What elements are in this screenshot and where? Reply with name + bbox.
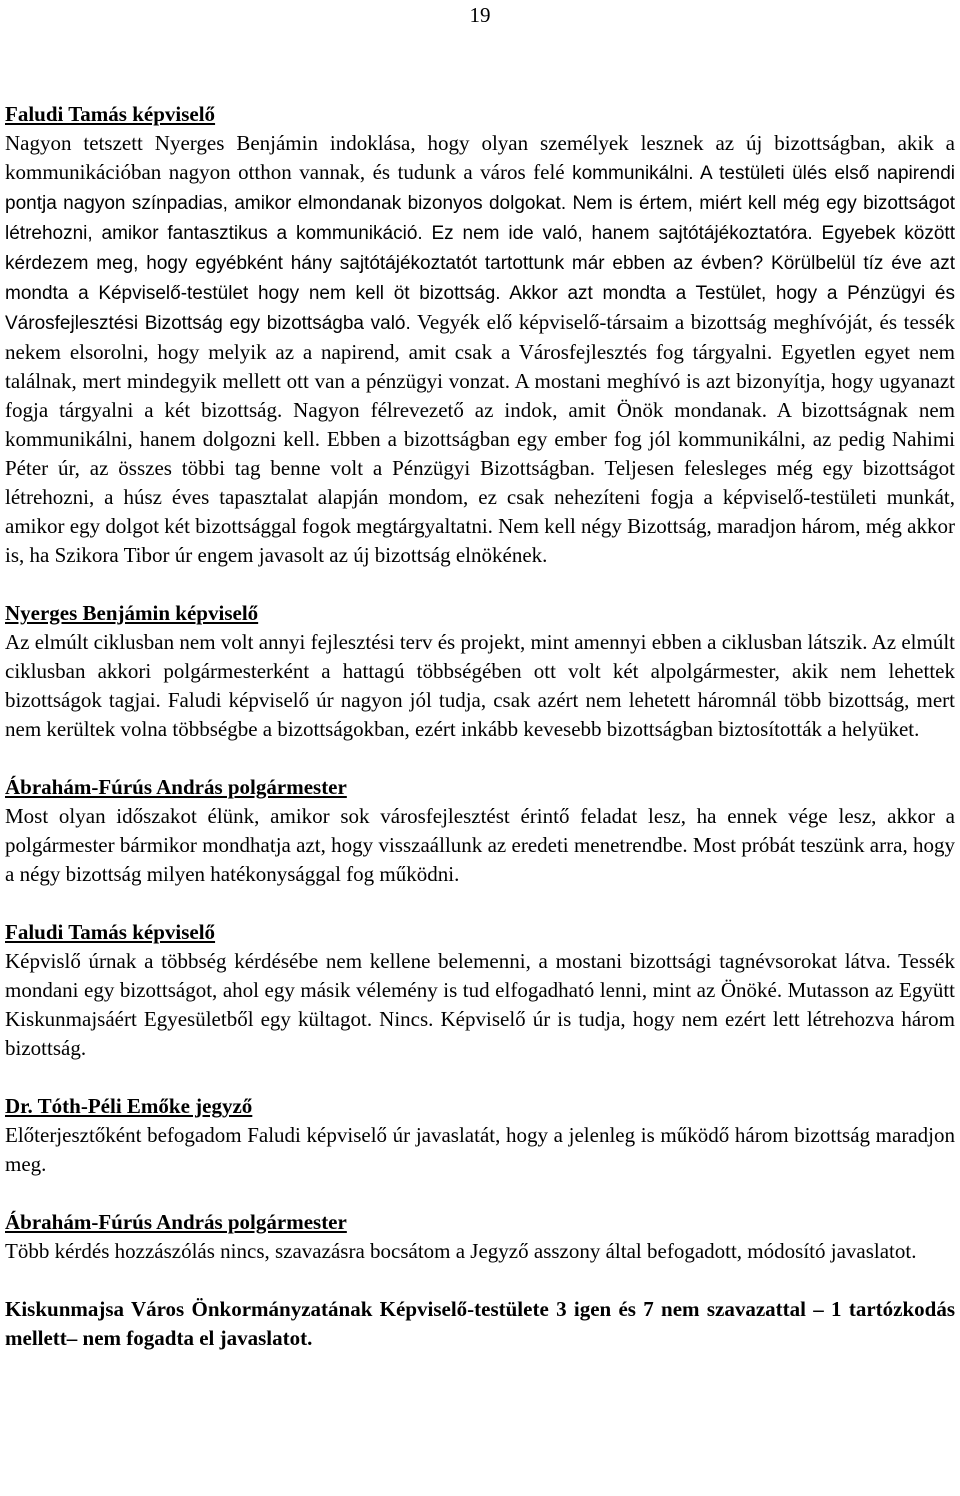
speech-text: [5, 628, 955, 744]
speech-text: [5, 129, 955, 570]
speech-segment: Az elmúlt ciklusban nem volt annyi fejlesztési terv és projekt, mint amennyi ebben a ciklusban látszik. Az elmúlt ciklusban akkori polgármesterként a hattagú többségében ott volt két alpolgármester, akik nem lehettek bizottságok tagjai. Faludi képviselő úr nagyon jól tudja, csak azért nem lehetett háromnál több bizottság, mert nem kerültek volna többségbe a bizottságokban, ezért inkább kevesebb bizottságban biztosították a helyüket.: [5, 630, 956, 741]
speech-segment: Nagyon tetszett Nyerges Benjámin indoklása, hogy olyan személyek lesznek az új bizottságban, akik a kommunikációban nagyon otthon vannak, és tudunk a város felé: [5, 131, 955, 184]
speaker-name: Faludi Tamás képviselő: [5, 102, 216, 126]
speech-text: [5, 802, 955, 889]
speaker-name: Faludi Tamás képviselő: [5, 920, 216, 944]
speech-block: [5, 918, 955, 1063]
speaker-name: Dr. Tóth-Péli Emőke jegyző: [5, 1094, 253, 1118]
speech-segment: Most olyan időszakot élünk, amikor sok városfejlesztést érintő feladat lesz, ha ennek vége lesz, akkor a polgármester bármikor mondhatja azt, hogy visszaállunk az eredeti menetrendbe. Most próbát teszünk arra, hogy a négy bizottság milyen hatékonysággal fog működni.: [5, 804, 955, 886]
speech-text: [5, 1237, 955, 1266]
speech-block: [5, 1092, 955, 1179]
speech-segment: kommunikálni. A testületi ülés első napirendi pontja nagyon színpadias, amikor elmondanak bizonyos dolgokat. Nem is értem, miért kell még egy bizottságot létrehozni, amikor fantasztikus a kommunikáció. Ez nem ide való, hanem sajtótájékoztatóra. Egyebek között kérdezem meg, hogy egyébként hány sajtótájékoztatót tartottunk már ebben az évben? Körülbelül tíz éve azt mondta a Képviselő-testület hogy nem kell öt bizottság. Akkor azt mondta a Testület, hogy a Pénzügyi és Városfejlesztési Bizottság egy bizottságba való.: [5, 163, 955, 334]
speech-segment: Vegyék elő képviselő-társaim a bizottság meghívóját, és tessék nekem elsorolni, hogy melyik az a napirend, amit csak a Városfejlesztés fog tárgyalni. Egyetlen egyet nem találnak, mert mindegyik mellett ott van a pénzügyi vonzat. A mostani meghívó is azt bizonyítja, hogy ugyanazt fogja tárgyalni a két bizottság. Nagyon félrevezető az indok, amit Önök mondanak. A bizottságnak nem kommunikálni, hanem dolgozni kell. Ebben a bizottságban egy ember fog jól kommunikálni, az pedig Nahimi Péter úr, az összes többi tag benne volt a Pénzügyi Bizottságban. Teljesen felesleges még egy bizottságot létrehozni, a húsz éves tapasztalat alapján mondom, ez csak nehezíteni fogja a képviselő-testületi munkát, amikor egy dolgot két bizottsággal fogok megtárgyaltatni. Nem kell négy Bizottság, maradjon három, még akkor is, ha Szikora Tibor úr engem javasolt az új bizottság elnökének.: [5, 310, 955, 567]
speaker-name: Nyerges Benjámin képviselő: [5, 601, 259, 625]
speech-block: [5, 1208, 955, 1266]
speaker-name: Ábrahám-Fúrús András polgármester: [5, 775, 347, 799]
document-body: [5, 100, 955, 1353]
speech-segment: Előterjesztőként befogadom Faludi képviselő úr javaslatát, hogy a jelenleg is működő három bizottság maradjon meg.: [5, 1123, 955, 1176]
speech-segment: Több kérdés hozzászólás nincs, szavazásra bocsátom a Jegyző asszony által befogadott, módosító javaslatot.: [5, 1239, 917, 1263]
speech-block: [5, 100, 955, 570]
speech-block: [5, 599, 955, 744]
speech-text: [5, 947, 955, 1063]
speech-block: [5, 773, 955, 889]
page-number: 19: [469, 3, 491, 27]
speech-segment: Képvislő úrnak a többség kérdésébe nem kellene belemenni, a mostani bizottsági tagnévsorokat látva. Tessék mondani egy bizottságot, ahol egy másik vélemény is tud elfogadható lenni, mint az Önöké. Mutasson az Együtt Kiskunmajsáért Egyesületből egy kültagot. Nincs. Képviselő úr is tudja, hogy nem ezért lett létrehozva három bizottság.: [5, 949, 955, 1060]
speaker-name: Ábrahám-Fúrús András polgármester: [5, 1210, 347, 1234]
speech-text: [5, 1121, 955, 1179]
resolution-text: Kiskunmajsa Város Önkormányzatának Képviselő-testülete 3 igen és 7 nem szavazattal – 1 tartózkodás mellett– nem fogadta el javaslatot.: [5, 1297, 955, 1350]
